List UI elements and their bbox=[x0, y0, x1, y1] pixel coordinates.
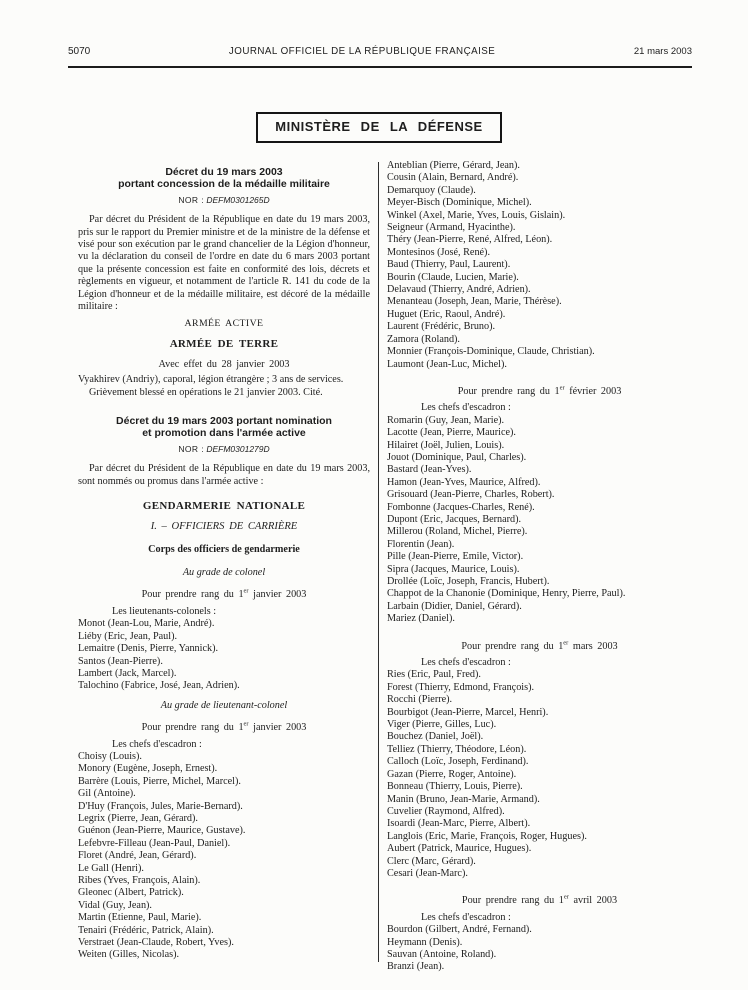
officer-list bbox=[387, 924, 692, 974]
officer-name: Clerc (Marc, Gérard). bbox=[387, 855, 476, 867]
officer-name: Menanteau (Joseph, Jean, Marie, Thérèse). bbox=[387, 296, 562, 308]
officer-name: Calloch (Loïc, Joseph, Ferdinand). bbox=[387, 756, 529, 768]
ministry-title: MINISTÈRE DE LA DÉFENSE bbox=[275, 119, 483, 135]
officer-name: Chappot de la Chanonie (Dominique, Henry, Pierre, Paul). bbox=[387, 588, 626, 600]
text-columns bbox=[78, 160, 692, 974]
page-number: 5070 bbox=[68, 46, 91, 57]
rank-date-pre: Pour prendre rang du 1 bbox=[461, 895, 564, 907]
officer-name: Tenairi (Frédéric, Patrick, Alain). bbox=[78, 924, 214, 936]
officer-name: Ries (Eric, Paul, Fred). bbox=[387, 669, 481, 681]
officer-name: Anteblian (Pierre, Gérard, Jean). bbox=[387, 160, 520, 171]
officer-list bbox=[387, 160, 692, 371]
officer-name: Cesari (Jean-Marc). bbox=[387, 867, 468, 879]
officer-name: Florentin (Jean). bbox=[387, 538, 455, 550]
officer-name: Huguet (Eric, Raoul, André). bbox=[387, 308, 506, 320]
officer-name: Forest (Thierry, Edmond, François). bbox=[387, 681, 535, 693]
list-intro: Les chefs d'escadron : bbox=[421, 911, 511, 923]
officer-name: Monnier (François-Dominique, Claude, Christian). bbox=[387, 346, 595, 358]
officer-name: D'Huy (François, Jules, Marie-Bernard). bbox=[78, 800, 243, 812]
officer-name: Legrix (Pierre, Jean, Gérard). bbox=[78, 812, 198, 824]
officer-name: Winkel (Axel, Marie, Yves, Louis, Gislain). bbox=[387, 209, 566, 221]
officer-name: Vidal (Guy, Jean). bbox=[78, 899, 152, 911]
rank-date-post: janvier 2003 bbox=[248, 722, 307, 734]
officer-name: Lefebvre-Filleau (Jean-Paul, Daniel). bbox=[78, 837, 231, 849]
officer-name: Drollée (Loïc, Joseph, Francis, Hubert). bbox=[387, 576, 550, 587]
nor-label: NOR : bbox=[178, 444, 204, 455]
officer-name: Dupont (Eric, Jacques, Bernard). bbox=[387, 513, 522, 525]
rank-date-post: janvier 2003 bbox=[248, 589, 307, 601]
officer-name: Martin (Etienne, Paul, Marie). bbox=[78, 912, 202, 924]
officer-name: Hamon (Jean-Yves, Maurice, Alfred). bbox=[387, 476, 541, 488]
officer-name: Hilairet (Joël, Julien, Louis). bbox=[387, 439, 505, 451]
officer-name: Bonneau (Thierry, Louis, Pierre). bbox=[387, 781, 523, 793]
officer-name: Bourin (Claude, Lucien, Marie). bbox=[387, 271, 519, 283]
officer-name: Bastard (Jean-Yves). bbox=[387, 464, 472, 476]
decree-title-line: Décret du 19 mars 2003 portant nomination bbox=[116, 415, 332, 428]
officer-name: Cousin (Alain, Bernard, André). bbox=[387, 172, 519, 184]
officer-name: Sipra (Jacques, Maurice, Louis). bbox=[387, 563, 520, 575]
officer-name: Heymann (Denis). bbox=[387, 936, 463, 948]
nor-code: DEFM0301265D bbox=[206, 195, 270, 206]
ordinal-suffix: er bbox=[559, 384, 565, 392]
section-heading: I. – OFFICIERS DE CARRIÈRE bbox=[150, 521, 298, 533]
paragraph: Par décret du Président de la République en date du 19 mars 2003, pris sur le rapport du Premier ministre et de la ministre de la défense et visé pour son exécution par le grand chancelier de la Légion d'honneur, vu la déclaration du conseil de l'ordre en date du 6 mars 2003 portant que la présente concession est faite en conformité des lois, décrets et règlements en vigueur, et notamment de l'article R. 141 du code de la Légion d'honneur et de la médaille militaire, est décoré de la médaille militaire : bbox=[78, 214, 370, 313]
officer-list bbox=[78, 751, 370, 962]
section-heading: GENDARMERIE NATIONALE bbox=[142, 500, 306, 513]
rank-date-pre: Pour prendre rang du 1 bbox=[457, 385, 560, 397]
ordinal-suffix: er bbox=[243, 588, 249, 596]
decree-title-line: et promotion dans l'armée active bbox=[142, 426, 306, 439]
ordinal-suffix: er bbox=[563, 639, 569, 647]
officer-list bbox=[78, 618, 370, 692]
officer-name: Isoardi (Jean-Marc, Pierre, Albert). bbox=[387, 818, 531, 830]
officer-name: Rocchi (Pierre). bbox=[387, 694, 453, 706]
officer-name: Seigneur (Armand, Hyacinthe). bbox=[387, 222, 516, 234]
ministry-banner bbox=[256, 112, 502, 143]
ordinal-suffix: er bbox=[243, 720, 249, 728]
officer-name: Bourdon (Gilbert, André, Fernand). bbox=[387, 924, 532, 936]
officer-name: Le Gall (Henri). bbox=[78, 862, 144, 874]
rank-date-pre: Pour prendre rang du 1 bbox=[141, 722, 244, 734]
officer-name: Aubert (Patrick, Maurice, Hugues). bbox=[387, 843, 532, 855]
officer-name: Monot (Jean-Lou, Marie, André). bbox=[78, 618, 215, 630]
rank-date-pre: Pour prendre rang du 1 bbox=[461, 640, 564, 652]
officer-name: Cuvelier (Raymond, Alfred). bbox=[387, 805, 505, 817]
officer-name: Floret (André, Jean, Gérard). bbox=[78, 850, 197, 862]
officer-name: Barrère (Louis, Pierre, Michel, Marcel). bbox=[78, 775, 241, 787]
officer-name: Théry (Jean-Pierre, René, Alfred, Léon). bbox=[387, 234, 553, 246]
list-intro: Les chefs d'escadron : bbox=[421, 657, 511, 669]
decree-title bbox=[78, 416, 370, 439]
officer-name: Larbain (Didier, Daniel, Gérard). bbox=[387, 600, 522, 612]
officer-name: Demarquoy (Claude). bbox=[387, 184, 476, 196]
rank-date-heading bbox=[387, 641, 692, 653]
effect-date-heading: Avec effet du 28 janvier 2003 bbox=[158, 358, 290, 370]
right-column bbox=[387, 160, 692, 974]
rank-date-post: février 2003 bbox=[564, 385, 622, 397]
rank-date-heading bbox=[78, 722, 370, 734]
section-heading: Corps des officiers de gendarmerie bbox=[148, 543, 300, 555]
officer-name: Jouot (Dominique, Paul, Charles). bbox=[387, 451, 527, 463]
journal-title: JOURNAL OFFICIEL DE LA RÉPUBLIQUE FRANÇAISE bbox=[228, 46, 496, 57]
officer-name: Talochino (Fabrice, José, Jean, Adrien). bbox=[78, 680, 240, 692]
rank-date-pre: Pour prendre rang du 1 bbox=[141, 589, 244, 601]
officer-name: Bouchez (Daniel, Joël). bbox=[387, 731, 484, 743]
officer-name: Meyer-Bisch (Dominique, Michel). bbox=[387, 197, 532, 209]
officer-name: Branzi (Jean). bbox=[387, 961, 445, 973]
officer-name: Lacotte (Jean, Pierre, Maurice). bbox=[387, 427, 516, 439]
officer-name: Montesinos (José, René). bbox=[387, 246, 490, 258]
officer-name: Telliez (Thierry, Théodore, Léon). bbox=[387, 743, 527, 755]
officer-list bbox=[387, 415, 692, 626]
officer-name: Zamora (Roland). bbox=[387, 333, 460, 345]
officer-name: Viger (Pierre, Gilles, Luc). bbox=[387, 719, 497, 731]
officer-name: Langlois (Eric, Marie, François, Roger, Hugues). bbox=[387, 830, 587, 842]
officer-name: Mariez (Daniel). bbox=[387, 613, 455, 625]
list-intro: Les chefs d'escadron : bbox=[421, 402, 511, 414]
decree-title-line: portant concession de la médaille militaire bbox=[118, 177, 330, 190]
left-column bbox=[78, 160, 370, 962]
column-divider-rule bbox=[378, 162, 379, 962]
officer-name: Bourbigot (Jean-Pierre, Marcel, Henri). bbox=[387, 706, 549, 718]
officer-name: Guénon (Jean-Pierre, Maurice, Gustave). bbox=[78, 825, 246, 837]
officer-name: Sauvan (Antoine, Roland). bbox=[387, 948, 497, 960]
officer-name: Verstraet (Jean-Claude, Robert, Yves). bbox=[78, 937, 234, 949]
officer-name: Lambert (Jack, Marcel). bbox=[78, 667, 177, 679]
nor-label: NOR : bbox=[178, 195, 204, 206]
officer-name: Gazan (Pierre, Roger, Antoine). bbox=[387, 768, 517, 780]
officer-name: Gleonec (Albert, Patrick). bbox=[78, 887, 184, 899]
officer-name: Romarin (Guy, Jean, Marie). bbox=[387, 414, 505, 426]
officer-name: Monory (Eugène, Joseph, Ernest). bbox=[78, 763, 218, 775]
rank-date-heading bbox=[78, 589, 370, 601]
officer-name: Manin (Bruno, Jean-Marie, Armand). bbox=[387, 793, 540, 805]
officer-name: Baud (Thierry, Paul, Laurent). bbox=[387, 259, 511, 271]
officer-name: Laumont (Jean-Luc, Michel). bbox=[387, 358, 507, 370]
nor-code: DEFM0301279D bbox=[206, 444, 270, 455]
section-heading: ARMÉE ACTIVE bbox=[184, 318, 264, 330]
issue-date: 21 mars 2003 bbox=[633, 46, 692, 57]
officer-name: Lemaitre (Denis, Pierre, Yannick). bbox=[78, 643, 219, 655]
officer-name: Santos (Jean-Pierre). bbox=[78, 655, 163, 667]
paragraph: Vyakhirev (Andriy), caporal, légion étrangère ; 3 ans de services. Grièvement blessé en opérations le 21 janvier 2003. Cité. bbox=[78, 374, 344, 398]
grade-heading: Au grade de lieutenant-colonel bbox=[160, 699, 288, 711]
officer-name: Liéby (Eric, Jean, Paul). bbox=[78, 630, 178, 642]
list-intro: Les lieutenants-colonels : bbox=[112, 605, 217, 617]
nor-line bbox=[78, 444, 370, 454]
officer-name: Millerou (Roland, Michel, Pierre). bbox=[387, 526, 528, 538]
nor-line bbox=[78, 195, 370, 205]
officer-name: Laurent (Frédéric, Bruno). bbox=[387, 321, 496, 333]
officer-name: Weiten (Gilles, Nicolas). bbox=[78, 949, 180, 961]
rank-date-post: mars 2003 bbox=[568, 640, 618, 652]
rank-date-post: avril 2003 bbox=[568, 895, 618, 907]
section-heading: ARMÉE DE TERRE bbox=[169, 337, 279, 350]
rank-date-heading bbox=[387, 895, 692, 907]
officer-name: Ribes (Yves, François, Alain). bbox=[78, 875, 201, 886]
page-header bbox=[68, 46, 692, 68]
grade-heading: Au grade de colonel bbox=[182, 567, 266, 579]
paragraph: Par décret du Président de la République en date du 19 mars 2003, sont nommés ou promus dans l'armée active : bbox=[78, 463, 370, 487]
decree-title-line: Décret du 19 mars 2003 bbox=[165, 166, 283, 178]
officer-name: Grisouard (Jean-Pierre, Charles, Robert). bbox=[387, 489, 555, 501]
list-intro: Les chefs d'escadron : bbox=[112, 738, 202, 750]
officer-list bbox=[387, 669, 692, 880]
officer-name: Choisy (Louis). bbox=[78, 750, 142, 762]
rank-date-heading bbox=[387, 386, 692, 398]
decree-title bbox=[78, 167, 370, 190]
officer-name: Fombonne (Jacques-Charles, René). bbox=[387, 501, 535, 513]
officer-name: Pille (Jean-Pierre, Emile, Victor). bbox=[387, 551, 524, 563]
ordinal-suffix: er bbox=[563, 893, 569, 901]
officer-name: Gil (Antoine). bbox=[78, 788, 136, 800]
officer-name: Delavaud (Thierry, André, Adrien). bbox=[387, 284, 531, 296]
